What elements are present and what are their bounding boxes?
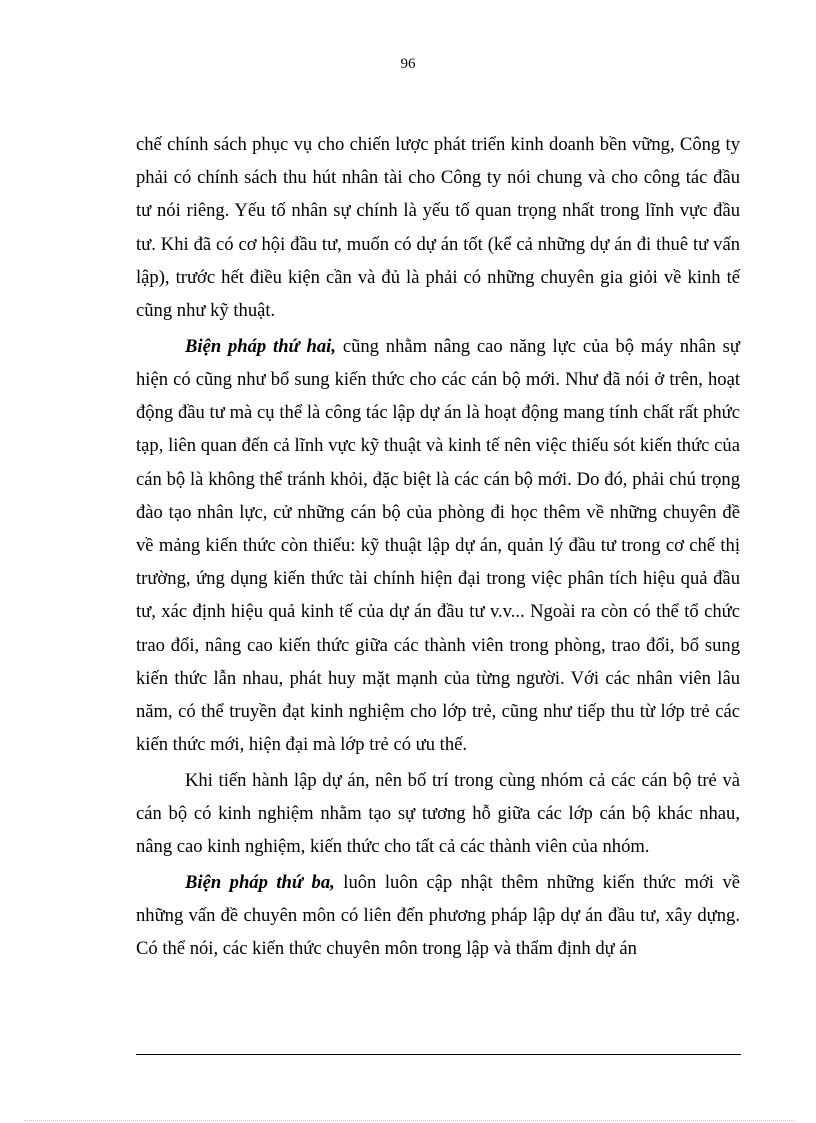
paragraph-text: chế chính sách phục vụ cho chiến lược phát triển kinh doanh bền vững, Công ty phải có chính sách thu hút nhân tài cho Công ty nói chung và cho công tác đầu tư nói riêng. Yếu tố nhân sự chính là yếu tố quan trọng nhất trong lĩnh vực đầu tư. Khi đã có cơ hội đầu tư, muốn có dự án tốt (kể cả những dự án đi thuê tư vấn lập), trước hết điều kiện cần và đủ là phải có những chuyên gia giỏi về kinh tế cũng như kỹ thuật.	[136, 134, 740, 322]
paragraph-text: luôn luôn cập nhật thêm những kiến thức mới về những vấn đề chuyên môn có liên đến phương pháp lập dự án đầu tư, xây dựng. Có thể nói, các kiến thức chuyên môn trong lập và thẩm định dự án	[136, 871, 740, 960]
paragraph-continuation	[136, 128, 740, 327]
paragraph-text: Khi tiến hành lập dự án, nên bố trí trong cùng nhóm cả các cán bộ trẻ và cán bộ có kinh nghiệm nhằm tạo sự tương hỗ giữa các lớp cán bộ khác nhau, nâng cao kinh nghiệm, kiến thức cho tất cả các thành viên của nhóm.	[136, 769, 740, 858]
page-bottom-edge	[24, 1120, 794, 1121]
paragraph-measure-three	[136, 866, 740, 966]
paragraph-text: cũng nhằm nâng cao năng lực của bộ máy nhân sự hiện có cũng như bổ sung kiến thức cho các cán bộ mới. Như đã nói ở trên, hoạt động đầu tư mà cụ thể là công tác lập dự án là hoạt động mang tính chất rất phức tạp, liên quan đến cả lĩnh vực kỹ thuật và kinh tế nên việc thiếu sót kiến thức của cán bộ là không thể tránh khỏi, đặc biệt là các cán bộ mới. Do đó, phải chú trọng đào tạo nhân lực, cử những cán bộ của phòng đi học thêm về những chuyên đề về mảng kiến thức còn thiếu: kỹ thuật lập dự án, quản lý đầu tư trong cơ chế thị trường, ứng dụng kiến thức tài chính hiện đại trong việc phân tích hiệu quả đầu tư, xác định hiệu quả kinh tế của dự án đầu tư v.v... Ngoài ra còn có thể tổ chức trao đổi, nâng cao kiến thức giữa các thành viên trong phòng, trao đổi, bổ sung kiến thức lẫn nhau, phát huy mặt mạnh của từng người. Với các nhân viên lâu năm, có thể truyền đạt kinh nghiệm cho lớp trẻ, cũng như tiếp thu từ lớp trẻ các kiến thức mới, hiện đại mà lớp trẻ có ưu thế.	[136, 335, 740, 756]
page-number: 96	[400, 56, 416, 72]
footer-divider	[136, 1054, 741, 1055]
paragraph-lead-heading: Biện pháp thứ hai,	[185, 335, 336, 357]
paragraph-measure-two	[136, 330, 740, 762]
paragraph-team-arrangement	[136, 764, 740, 864]
paragraph-lead-heading: Biện pháp thứ ba,	[185, 871, 335, 893]
document-body	[136, 128, 740, 968]
